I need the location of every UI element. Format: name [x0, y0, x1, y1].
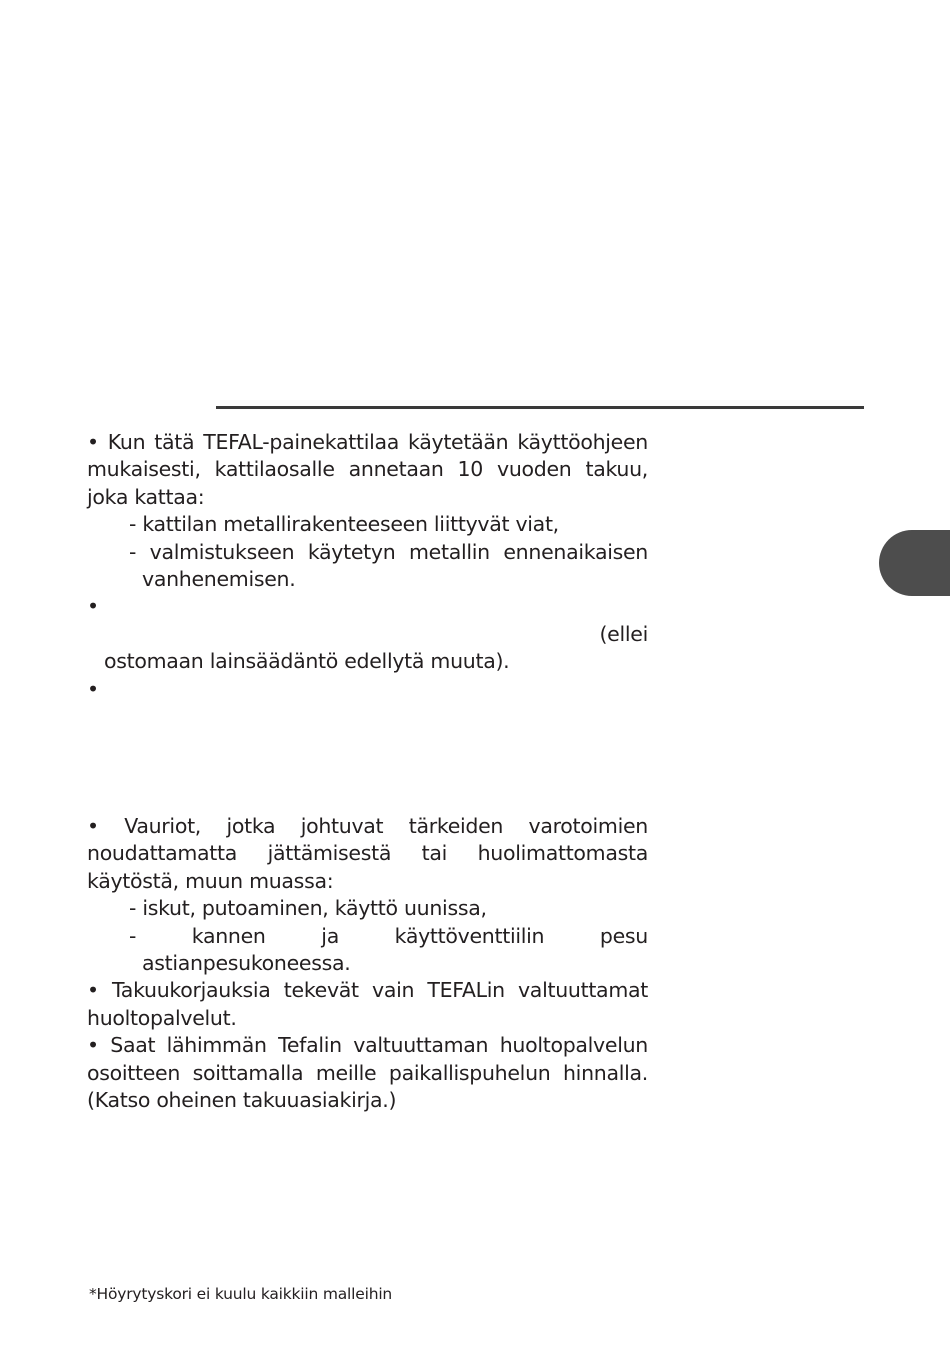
exclusions-intro: • Vauriot, jotka johtuvat tärkeiden varotoimien noudattamatta jättämisestä tai huolimattomasta käytöstä, muun muassa: [87, 814, 648, 893]
exclusion-item: - iskut, putoaminen, käyttö uunissa, [129, 896, 487, 921]
guarantee-intro: • Kun tätä TEFAL-painekattilaa käytetään käyttöohjeen mukaisesti, kattilaosalle annetaan 10 vuoden takuu, joka kattaa: [87, 430, 648, 509]
guarantee-section [87, 429, 648, 703]
bullet-marker: • [87, 676, 99, 701]
contact-note: • Saat lähimmän Tefalin valtuuttaman huoltopalvelun osoitteen soittamalla meille paikallispuhelun hinnalla. (Katso oheinen takuuasiakirja.) [87, 1033, 648, 1113]
exclusion-item: - kannen ja käyttöventtiilin pesu astianpesukoneessa. [129, 923, 648, 976]
bullet-tail: ostomaan lainsäädäntö edellytä muuta). [104, 649, 510, 674]
exclusions-section [87, 813, 648, 1114]
header-rule [216, 406, 864, 409]
section-tab-marker [879, 530, 950, 596]
service-note: • Takuukorjauksia tekevät vain TEFALin valtuuttamat huoltopalvelut. [87, 978, 648, 1030]
bullet-marker: • [87, 594, 99, 619]
bullet-tail-right: (ellei [599, 621, 648, 646]
footnote: *Höyrytyskori ei kuulu kaikkiin malleihin [89, 1285, 393, 1303]
guarantee-item: - valmistukseen käytetyn metallin ennenaikaisen vanhenemisen. [129, 539, 648, 592]
guarantee-item: - kattilan metallirakenteeseen liittyvät viat, [129, 512, 559, 537]
